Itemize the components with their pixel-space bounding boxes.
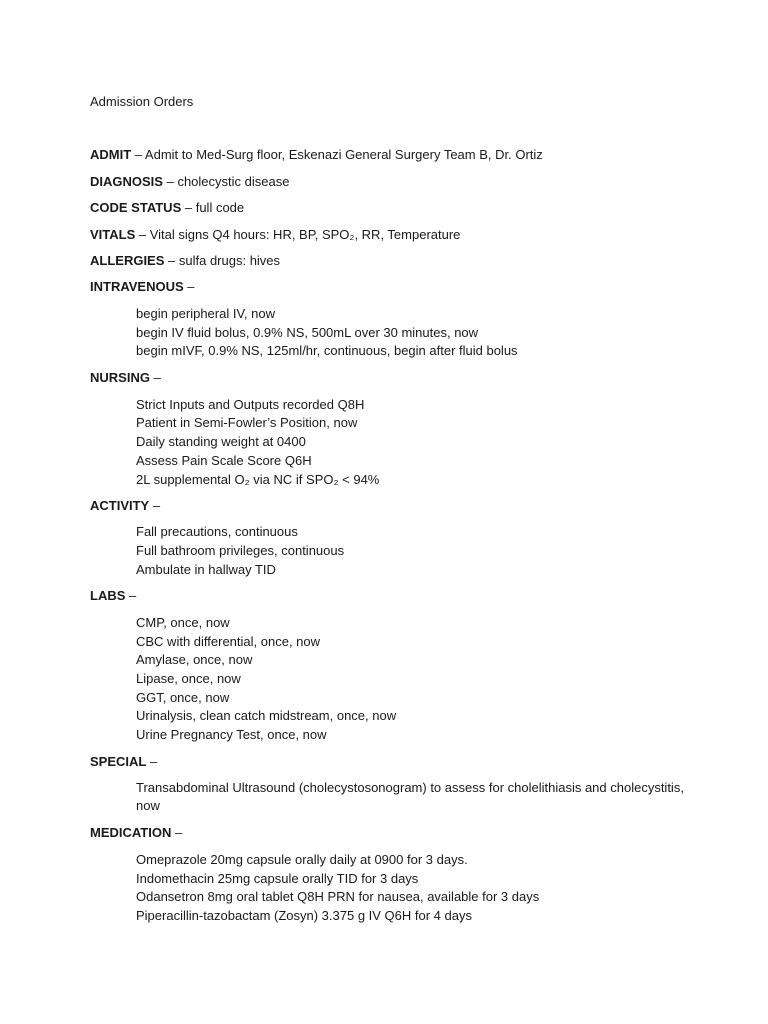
activity-separator: – bbox=[149, 498, 161, 513]
nursing-item: Daily standing weight at 0400 bbox=[136, 434, 306, 449]
code-status-label: CODE STATUS bbox=[90, 200, 182, 215]
labs-heading bbox=[90, 587, 136, 605]
labs-label: LABS bbox=[90, 588, 126, 603]
code-status-order bbox=[90, 199, 244, 217]
medication-label: MEDICATION bbox=[90, 825, 172, 840]
intravenous-item: begin peripheral IV, now bbox=[136, 306, 276, 321]
intravenous-item: begin IV fluid bolus, 0.9% NS, 500mL over 30 minutes, now bbox=[136, 325, 479, 340]
labs-item: CMP, once, now bbox=[136, 615, 230, 630]
special-item: Transabdominal Ultrasound (cholecystosonogram) to assess for cholelithiasis and cholecystitis, now bbox=[136, 780, 684, 813]
diagnosis-separator: – bbox=[162, 174, 178, 189]
labs-separator: – bbox=[125, 588, 137, 603]
labs-item: GGT, once, now bbox=[136, 690, 230, 705]
nursing-item: Assess Pain Scale Score Q6H bbox=[136, 453, 312, 468]
document-title: Admission Orders bbox=[90, 94, 194, 109]
medication-item: Odansetron 8mg oral tablet Q8H PRN for nausea, available for 3 days bbox=[136, 889, 540, 904]
vitals-label: VITALS bbox=[90, 227, 136, 242]
medication-heading bbox=[90, 824, 182, 842]
intravenous-separator: – bbox=[183, 279, 195, 294]
medication-item: Indomethacin 25mg capsule orally TID for 3 days bbox=[136, 871, 419, 886]
admit-separator: – bbox=[131, 147, 145, 162]
nursing-item: Patient in Semi-Fowler’s Position, now bbox=[136, 415, 358, 430]
code-status-separator: – bbox=[181, 200, 196, 215]
activity-item: Full bathroom privileges, continuous bbox=[136, 543, 345, 558]
special-label: SPECIAL bbox=[90, 754, 147, 769]
vitals-separator: – bbox=[135, 227, 150, 242]
nursing-item: 2L supplemental O₂ via NC if SPO₂ < 94% bbox=[136, 472, 380, 487]
labs-item: Amylase, once, now bbox=[136, 652, 253, 667]
medication-item: Piperacillin-tazobactam (Zosyn) 3.375 g IV Q6H for 4 days bbox=[136, 908, 472, 923]
admit-label: ADMIT bbox=[90, 147, 132, 162]
code-status-text: full code bbox=[195, 200, 245, 215]
allergies-text: sulfa drugs: hives bbox=[178, 253, 281, 268]
admit-order bbox=[90, 146, 543, 164]
nursing-item: Strict Inputs and Outputs recorded Q8H bbox=[136, 397, 365, 412]
special-separator: – bbox=[146, 754, 158, 769]
nursing-label: NURSING bbox=[90, 370, 150, 385]
activity-heading bbox=[90, 497, 160, 515]
diagnosis-label: DIAGNOSIS bbox=[90, 174, 163, 189]
labs-item: CBC with differential, once, now bbox=[136, 634, 321, 649]
activity-label: ACTIVITY bbox=[90, 498, 150, 513]
vitals-order bbox=[90, 226, 460, 244]
medication-separator: – bbox=[171, 825, 183, 840]
diagnosis-order bbox=[90, 173, 289, 191]
intravenous-item: begin mIVF, 0.9% NS, 125ml/hr, continuous, begin after fluid bolus bbox=[136, 343, 518, 358]
intravenous-label: INTRAVENOUS bbox=[90, 279, 184, 294]
diagnosis-text: cholecystic disease bbox=[177, 174, 290, 189]
medication-item: Omeprazole 20mg capsule orally daily at 0900 for 3 days. bbox=[136, 852, 468, 867]
admit-text: Admit to Med-Surg floor, Eskenazi General Surgery Team B, Dr. Ortiz bbox=[144, 147, 543, 162]
vitals-text: Vital signs Q4 hours: HR, BP, SPO₂, RR, Temperature bbox=[149, 227, 461, 242]
labs-item: Urinalysis, clean catch midstream, once, now bbox=[136, 708, 397, 723]
allergies-label: ALLERGIES bbox=[90, 253, 165, 268]
intravenous-heading bbox=[90, 278, 195, 296]
nursing-heading bbox=[90, 369, 161, 387]
labs-item: Lipase, once, now bbox=[136, 671, 241, 686]
allergies-order bbox=[90, 252, 280, 270]
activity-item: Fall precautions, continuous bbox=[136, 524, 298, 539]
activity-item: Ambulate in hallway TID bbox=[136, 562, 276, 577]
labs-item: Urine Pregnancy Test, once, now bbox=[136, 727, 327, 742]
nursing-separator: – bbox=[149, 370, 161, 385]
allergies-separator: – bbox=[164, 253, 179, 268]
special-heading bbox=[90, 753, 157, 771]
